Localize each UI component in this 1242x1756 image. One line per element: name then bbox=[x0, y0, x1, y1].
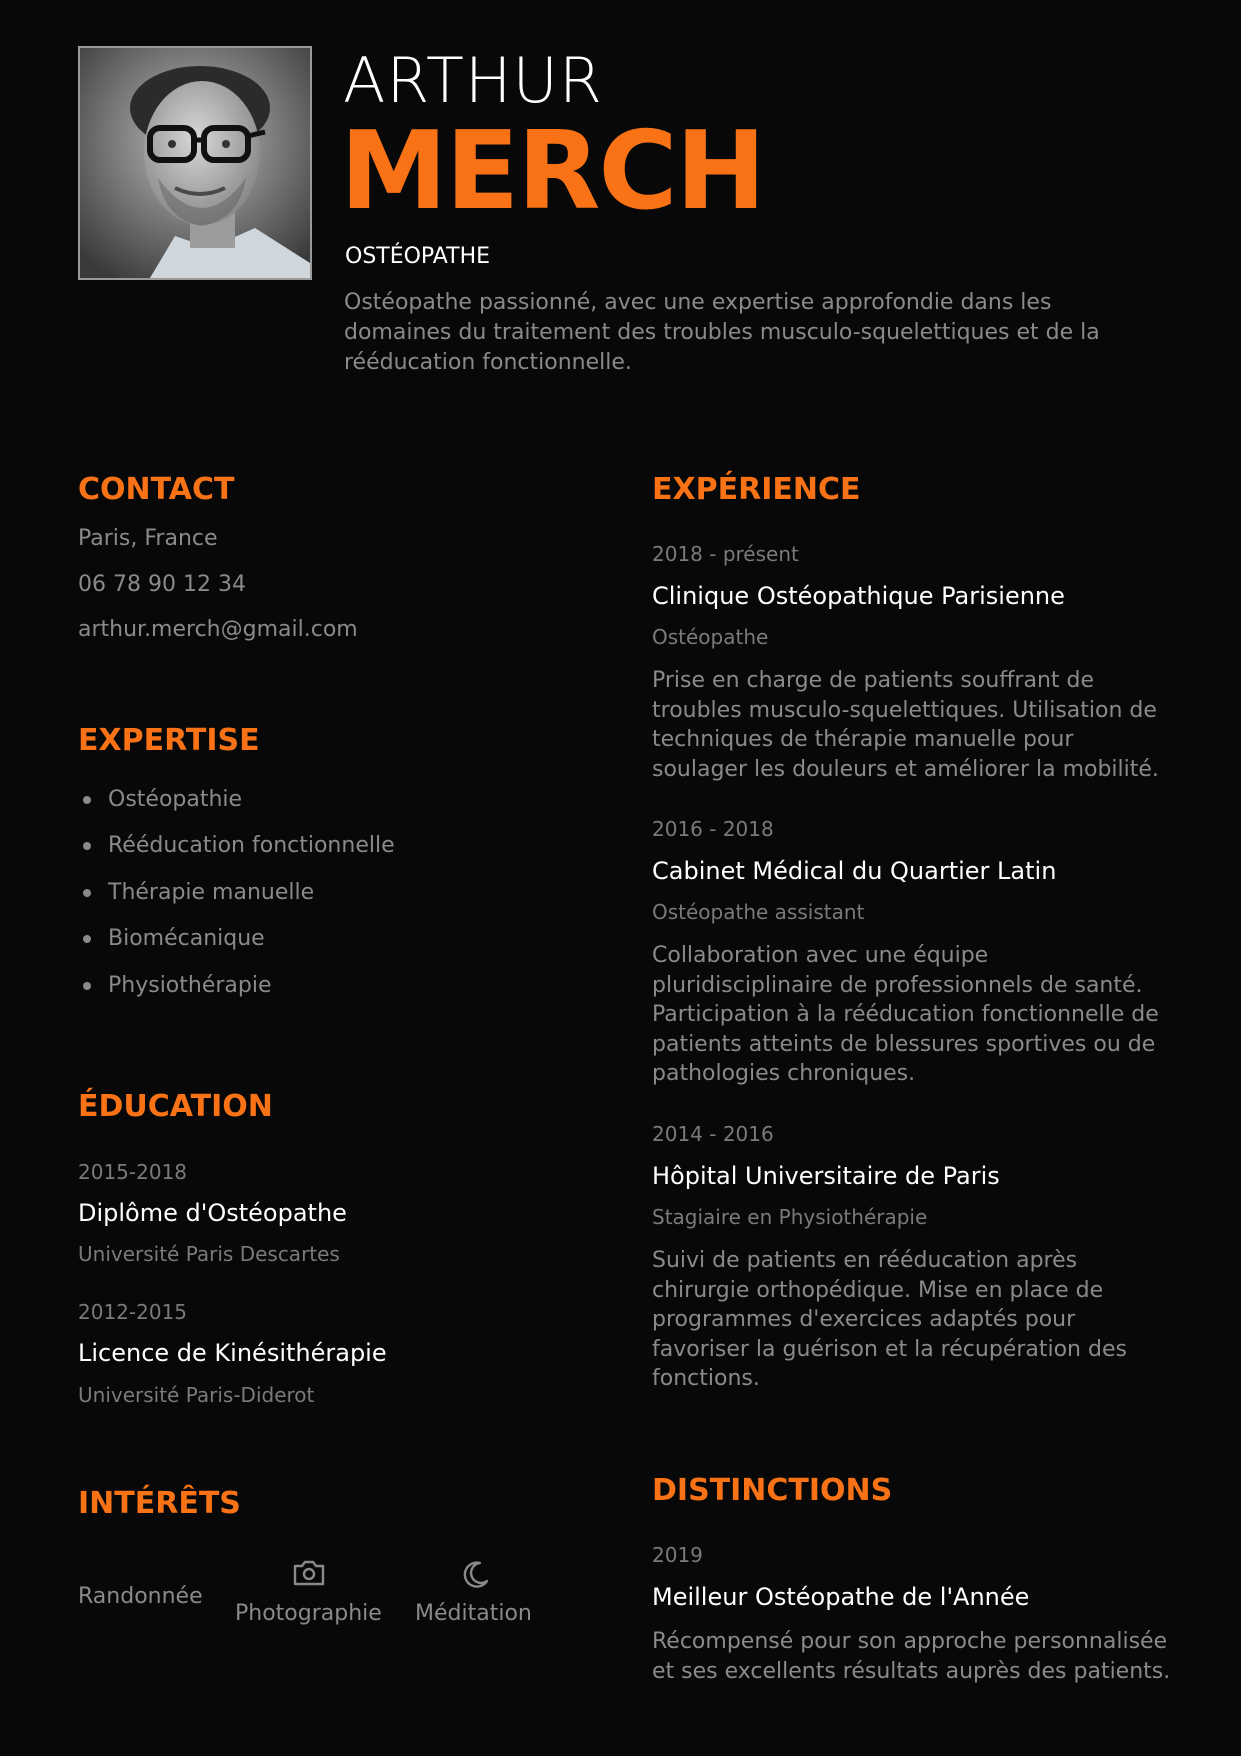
distinction-description: Récompensé pour son approche personnalisée et ses excellents résultats auprès des patients. bbox=[652, 1629, 1171, 1684]
education-school: Université Paris Descartes bbox=[78, 1242, 340, 1266]
profile-summary: Ostéopathe passionné, avec une expertise approfondie dans les domaines du traitement des troubles musculo-squelettiques et de la rééducation fonctionnelle. bbox=[344, 290, 1100, 375]
bullet-icon bbox=[83, 935, 91, 943]
portrait-illustration bbox=[80, 48, 310, 278]
bullet-icon bbox=[83, 796, 91, 804]
experience-period: 2016 - 2018 bbox=[652, 817, 774, 841]
experience-role: Ostéopathe assistant bbox=[652, 900, 865, 924]
education-degree: Diplôme d'Ostéopathe bbox=[78, 1199, 347, 1227]
bullet-icon bbox=[83, 889, 91, 897]
experience-role: Stagiaire en Physiothérapie bbox=[652, 1205, 928, 1229]
interest-photography: Photographie bbox=[235, 1601, 382, 1626]
distinction-year: 2019 bbox=[652, 1543, 703, 1567]
experience-company: Hôpital Universitaire de Paris bbox=[652, 1162, 1000, 1190]
contact-email[interactable]: arthur.merch@gmail.com bbox=[78, 617, 358, 642]
distinctions-title: DISTINCTIONS bbox=[652, 1473, 893, 1508]
skill-label: Ostéopathie bbox=[108, 787, 243, 812]
experience-description: Prise en charge de patients souffrant de troubles musculo-squelettiques. Utilisation de techniques de thérapie manuelle pour soulager les douleurs et améliorer la mobilité. bbox=[652, 668, 1159, 782]
skill-label: Thérapie manuelle bbox=[108, 880, 315, 905]
expertise-title: EXPERTISE bbox=[78, 723, 260, 758]
interest-hiking: Randonnée bbox=[78, 1584, 203, 1609]
skill-label: Rééducation fonctionnelle bbox=[108, 833, 395, 858]
experience-description: Collaboration avec une équipe pluridisciplinaire de professionnels de santé. Participation à la rééducation fonctionnelle de patients atteints de blessures sportives ou de pathologies chroniques. bbox=[652, 943, 1159, 1086]
last-name: MERCH bbox=[340, 109, 765, 234]
education-title: ÉDUCATION bbox=[78, 1089, 273, 1124]
skill-label: Biomécanique bbox=[108, 926, 265, 951]
education-period: 2015-2018 bbox=[78, 1160, 188, 1184]
experience-role: Ostéopathe bbox=[652, 625, 769, 649]
contact-title: CONTACT bbox=[78, 472, 235, 507]
contact-phone[interactable]: 06 78 90 12 34 bbox=[78, 572, 246, 597]
experience-company: Clinique Ostéopathique Parisienne bbox=[652, 582, 1065, 610]
first-name: ARTHUR bbox=[343, 44, 603, 117]
education-period: 2012-2015 bbox=[78, 1300, 188, 1324]
bullet-icon bbox=[83, 982, 91, 990]
interest-meditation: Méditation bbox=[415, 1601, 532, 1626]
education-degree: Licence de Kinésithérapie bbox=[78, 1339, 387, 1367]
contact-location: Paris, France bbox=[78, 526, 218, 551]
experience-company: Cabinet Médical du Quartier Latin bbox=[652, 857, 1057, 885]
moon-icon bbox=[459, 1559, 491, 1591]
distinction-award: Meilleur Ostéopathe de l'Année bbox=[652, 1583, 1030, 1611]
experience-period: 2018 - présent bbox=[652, 542, 799, 566]
experience-title: EXPÉRIENCE bbox=[652, 472, 861, 507]
camera-icon bbox=[292, 1558, 326, 1588]
job-title: OSTÉOPATHE bbox=[345, 244, 491, 269]
experience-description: Suivi de patients en rééducation après chirurgie orthopédique. Mise en place de programmes d'exercices adaptés pour favoriser la guérison et la récupération des fonctions. bbox=[652, 1248, 1127, 1391]
experience-period: 2014 - 2016 bbox=[652, 1122, 774, 1146]
education-school: Université Paris-Diderot bbox=[78, 1383, 315, 1407]
profile-photo bbox=[78, 46, 312, 280]
skill-label: Physiothérapie bbox=[108, 973, 272, 998]
bullet-icon bbox=[83, 842, 91, 850]
interests-title: INTÉRÊTS bbox=[78, 1486, 241, 1521]
